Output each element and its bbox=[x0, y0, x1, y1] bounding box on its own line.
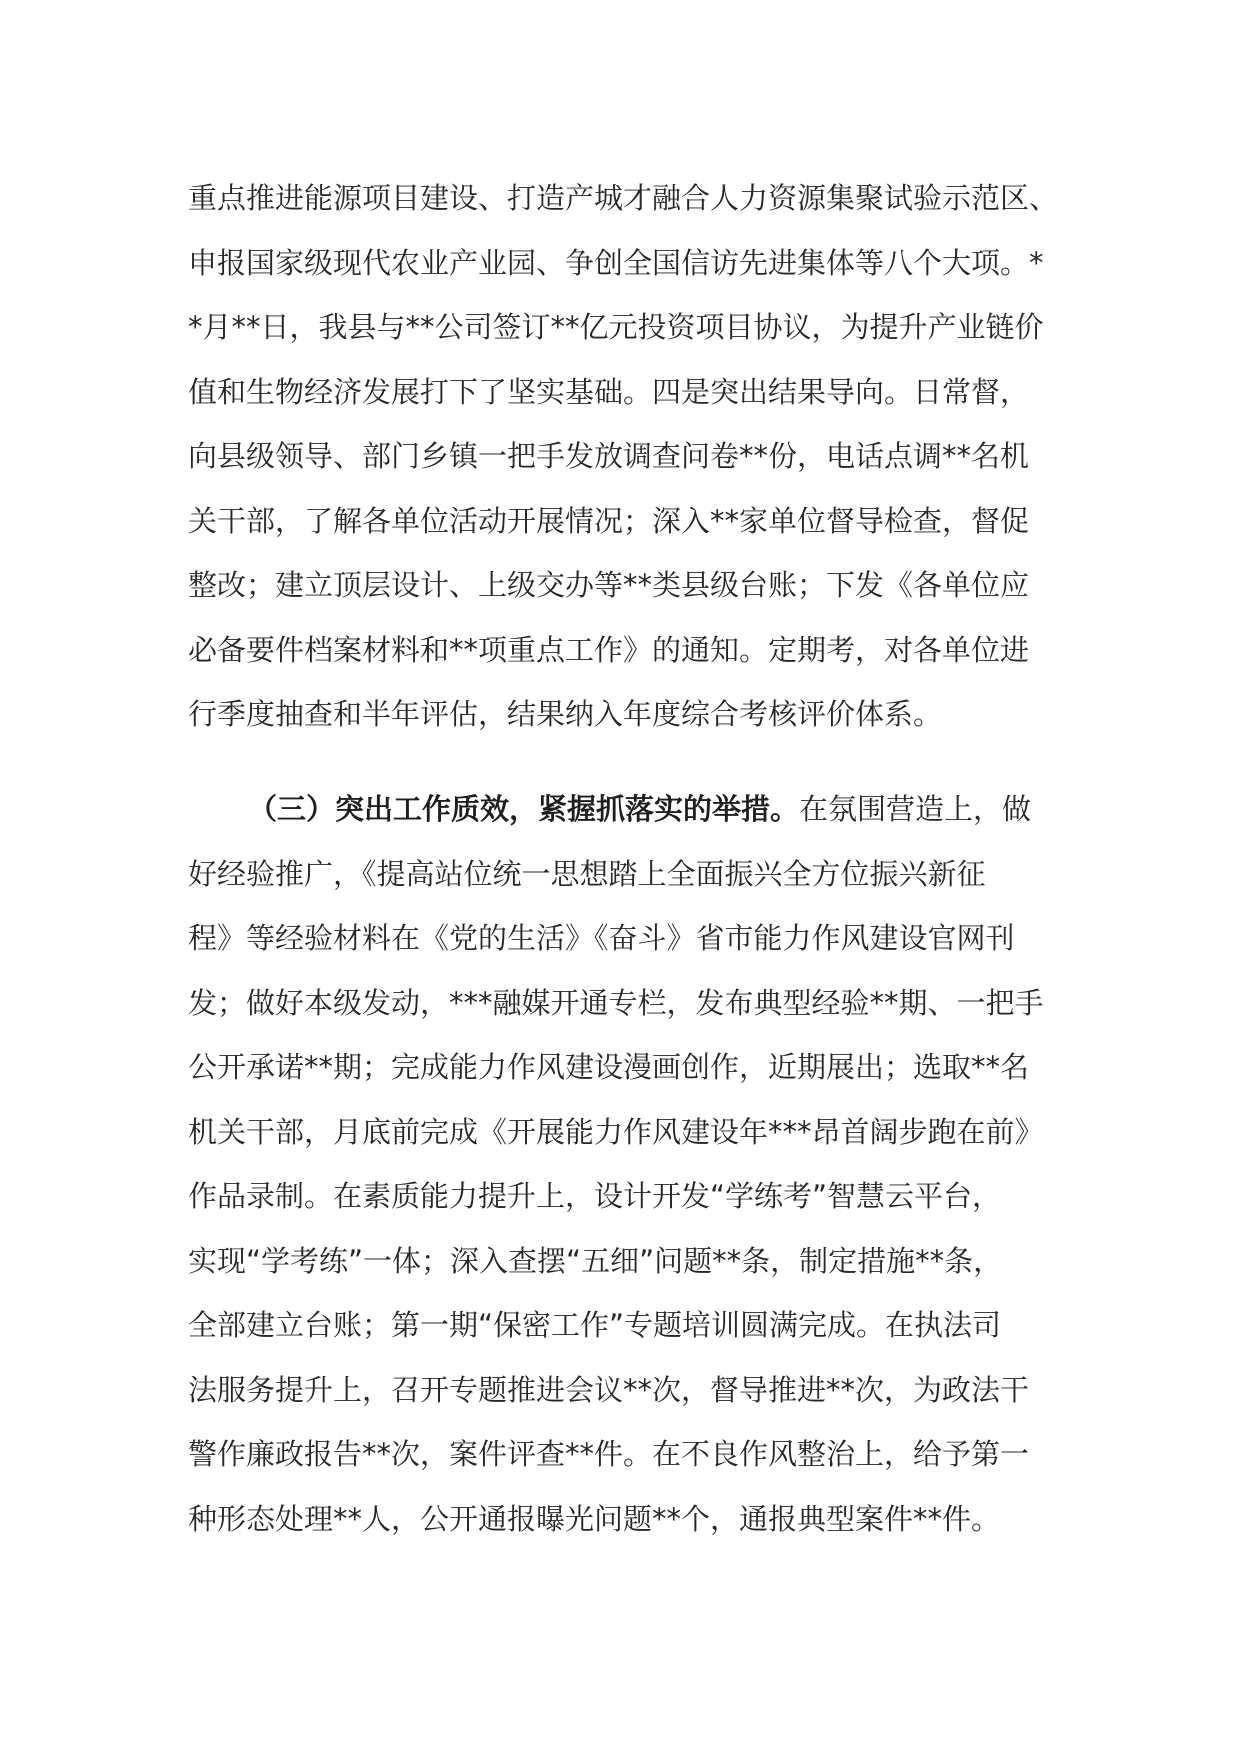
paragraph-work-quality bbox=[188, 777, 1068, 1551]
text-line: 必备要件档案材料和**项重点工作》的通知。定期考，对各单位进 bbox=[188, 632, 1030, 667]
text-line: 值和生物经济发展打下了坚实基础。四是突出结果导向。日常督， bbox=[188, 374, 1030, 409]
text-line: 全部建立台账；第一期“保密工作”专题培训圆满完成。在执法司 bbox=[188, 1308, 1002, 1342]
text-line: 发；做好本级发动，***融媒开通专栏，发布典型经验**期、一把手 bbox=[188, 985, 1044, 1020]
text-line: 申报国家级现代农业产业园、争创全国信访先进集体等八个大项。* bbox=[188, 245, 1044, 280]
text-line: 公开承诺**期；完成能力作风建设漫画创作，近期展出；选取**名 bbox=[188, 1050, 1030, 1084]
paragraph-first-line bbox=[188, 777, 1068, 842]
text-line: 机关干部，月底前完成《开展能力作风建设年***昂首阔步跑在前》 bbox=[188, 1114, 1044, 1149]
text-line: 程》等经验材料在《党的生活》《奋斗》省市能力作风建设官网刊 bbox=[188, 921, 1015, 955]
text-line: 重点推进能源项目建设、打造产城才融合人力资源集聚试验示范区、 bbox=[188, 181, 1059, 215]
text-line: 向县级领导、部门乡镇一把手发放调查问卷**份，电话点调**名机 bbox=[188, 439, 1030, 473]
text-line: 警作廉政报告**次，案件评查**件。在不良作风整治上，给予第一 bbox=[188, 1437, 1030, 1471]
text-line: 行季度抽查和半年评估，结果纳入年度综合考核评价体系。 bbox=[188, 697, 943, 731]
text-line: 实现“学考练”一体；深入查摆“五细”问题**条，制定措施**条， bbox=[188, 1243, 1003, 1278]
text-line: 关干部，了解各单位活动开展情况；深入**家单位督导检查，督促 bbox=[188, 503, 1030, 538]
text-line: 种形态处理**人，公开通报曝光问题**个，通报典型案件**件。 bbox=[188, 1501, 1001, 1536]
text-run: 在氛围营造上，做 bbox=[799, 792, 1032, 826]
text-line: 作品录制。在素质能力提升上，设计开发“学练考”智慧云平台， bbox=[188, 1179, 1002, 1213]
text-line: 好经验推广，《提高站位统一思想踏上全面振兴全方位振兴新征 bbox=[188, 856, 986, 891]
text-line: 法服务提升上，召开专题推进会议**次，督导推进**次，为政法干 bbox=[188, 1372, 1030, 1407]
paragraph-project-progress bbox=[188, 166, 1068, 747]
section-heading: （三）突出工作质效，紧握抓落实的举措。 bbox=[248, 792, 800, 826]
text-line: 整改；建立顶层设计、上级交办等**类县级台账；下发《各单位应 bbox=[188, 568, 1030, 602]
text-line: *月**日，我县与**公司签订**亿元投资项目协议，为提升产业链价 bbox=[188, 310, 1044, 344]
